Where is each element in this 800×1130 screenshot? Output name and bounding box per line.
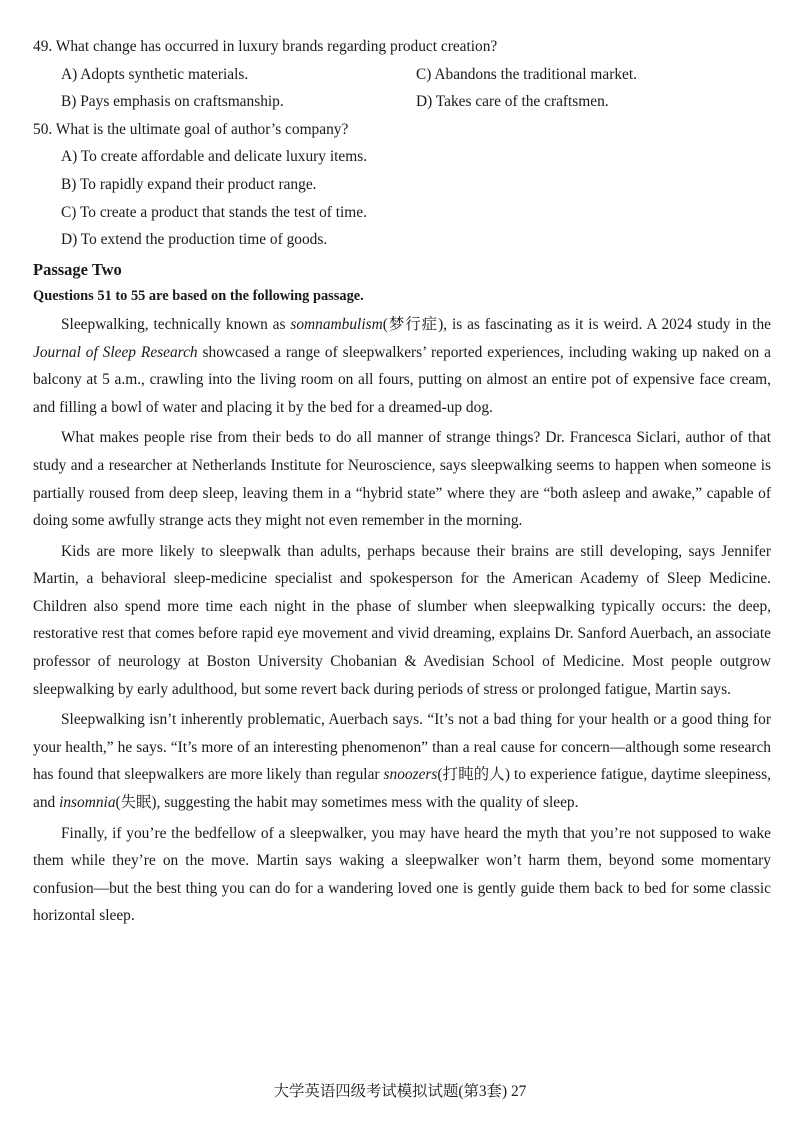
p4-text-a: Sleepwalking isn’t inherently problematic, Auerbach says. “It’s not a bad thing for your health or a good thing for your health,” he says. “It’s more of an interesting phenomenon” than a real cause for concern—although some research has found that sleepwalkers are more likely than regular	[33, 711, 771, 784]
page-footer	[0, 1078, 800, 1106]
journal-name: Journal of Sleep Research	[33, 343, 198, 361]
p1-text-b: (梦行症), is as fascinating as it is weird. A 2024 study in the	[382, 315, 771, 333]
footer-title: 大学英语四级考试模拟试题(第3套)	[273, 1083, 508, 1100]
passage-title: Passage Two	[33, 259, 122, 279]
q50-option-c: C) To create a product that stands the test of time.	[61, 203, 367, 221]
p4-text-b: (打盹的人) to experience fatigue, daytime sleepiness, and	[33, 766, 771, 812]
question-50-stem: 50. What is the ultimate goal of author’s company?	[33, 120, 349, 138]
p4-text-c: (失眠), suggesting the habit may sometimes mess with the quality of sleep.	[115, 794, 579, 812]
exam-page	[33, 33, 771, 930]
term-insomnia: insomnia	[59, 794, 116, 812]
q50-option-b: B) To rapidly expand their product range.	[61, 175, 317, 193]
q50-option-d: D) To extend the production time of goods.	[61, 231, 328, 249]
passage-paragraph-4	[33, 706, 771, 816]
question-49-stem: 49. What change has occurred in luxury brands regarding product creation?	[33, 38, 498, 55]
q49-option-c: C) Abandons the traditional market.	[416, 65, 637, 83]
passage-paragraph-3: Kids are more likely to sleepwalk than adults, perhaps because their brains are still developing, says Jennifer Martin, a behavioral sleep-medicine specialist and spokesperson for the American Academy of Sleep Medicine. Children also spend more time each night in the phase of slumber when sleepwalking typically occurs: the deep, restorative rest that comes before rapid eye movement and vivid dreaming, explains Dr. Sanford Auerbach, an associate professor of neurology at Boston University Chobanian & Avedisian School of Medicine. Most people outgrow sleepwalking by early adulthood, but some revert back during periods of stress or prolonged fatigue, Martin says.	[33, 542, 771, 698]
q49-option-d: D) Takes care of the craftsmen.	[416, 93, 609, 111]
term-snoozers: snoozers	[383, 766, 438, 784]
passage-paragraph-1	[33, 311, 771, 421]
term-somnambulism: somnambulism	[290, 315, 383, 333]
page-number: 27	[510, 1083, 527, 1100]
q49-option-a: A) Adopts synthetic materials.	[61, 65, 249, 83]
passage-instruction: Questions 51 to 55 are based on the following passage.	[33, 288, 364, 305]
q49-option-b: B) Pays emphasis on craftsmanship.	[61, 93, 284, 111]
p1-text-a: Sleepwalking, technically known as	[61, 315, 291, 333]
q50-option-a: A) To create affordable and delicate luxury items.	[61, 148, 368, 166]
passage-paragraph-2: What makes people rise from their beds to do all manner of strange things? Dr. Francesca Siclari, author of that study and a researcher at Netherlands Institute for Neuroscience, says sleepwalking seems to happen when someone is partially roused from deep sleep, leaving them in a “hybrid state” where they are “both asleep and awake,” capable of doing some awfully strange acts they might not even remember in the morning.	[33, 429, 771, 530]
passage-paragraph-5: Finally, if you’re the bedfellow of a sleepwalker, you may have heard the myth that you’re not supposed to wake them while they’re on the move. Martin says waking a sleepwalker won’t harm them, beyond some momentary confusion—but the best thing you can do for a wandering loved one is gently guide them back to bed for some classic horizontal sleep.	[33, 824, 771, 925]
p1-text-c: showcased a range of sleepwalkers’ reported experiences, including waking up naked on a balcony at 5 a.m., crawling into the living room on all fours, putting on almost an entire pot of expensive face cream, and filling a bowl of water and placing it by the bed for a dreamed-up dog.	[33, 343, 771, 416]
question-49-options	[33, 61, 771, 116]
